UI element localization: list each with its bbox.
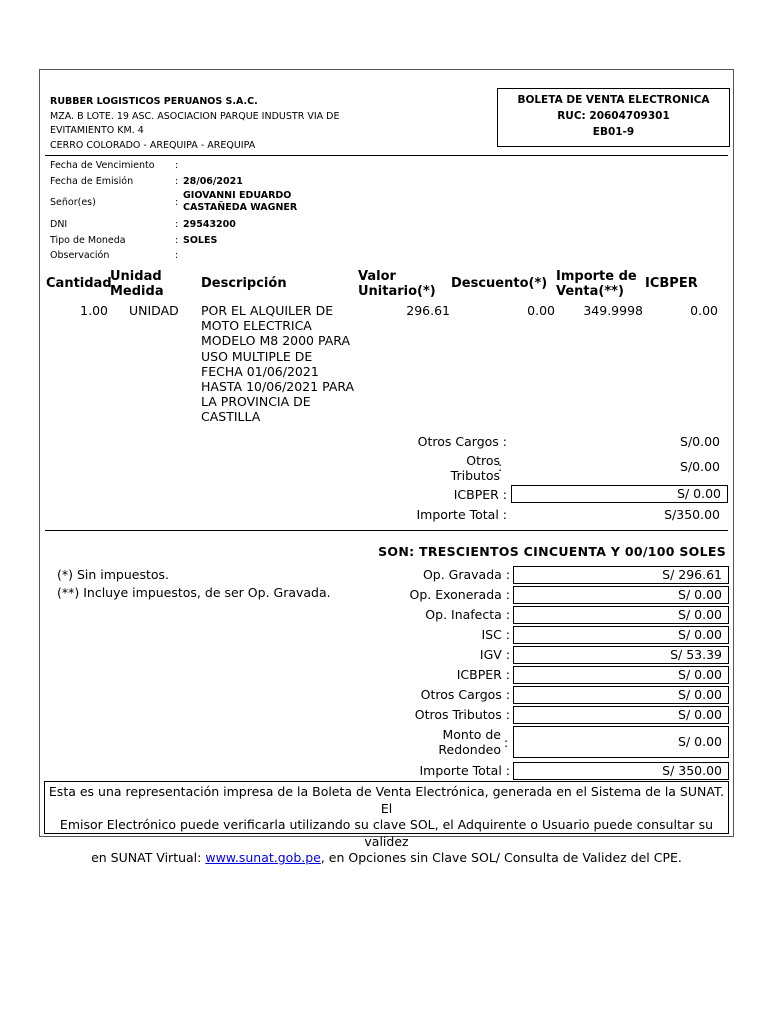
info-value-emision: 28/06/2021 bbox=[183, 176, 243, 187]
customer-name-line-1: GIOVANNI EDUARDO bbox=[183, 190, 292, 201]
otros-tributos-label-line-1: Otros bbox=[466, 453, 500, 468]
summary-label-otros-tributos: Otros Tributos : bbox=[414, 707, 510, 722]
col-header-cantidad: Cantidad bbox=[46, 276, 112, 291]
info-label-senores: Señor(es) bbox=[50, 197, 96, 208]
info-label-vencimiento: Fecha de Vencimiento bbox=[50, 160, 155, 171]
footnotes bbox=[57, 566, 331, 602]
item-importe: 349.9998 bbox=[583, 303, 643, 318]
col-header-valor-line-1: Valor bbox=[358, 269, 396, 284]
item-descuento: 0.00 bbox=[527, 303, 555, 318]
otros-cargos-label: Otros Cargos : bbox=[417, 434, 507, 449]
info-label-observacion: Observación bbox=[50, 250, 110, 261]
header-divider bbox=[45, 155, 728, 156]
info-colon: : bbox=[175, 235, 179, 246]
col-header-importe-line-2: Venta(**) bbox=[556, 284, 624, 299]
company-address-line-1: MZA. B LOTE. 19 ASC. ASOCIACION PARQUE INDUSTR VIA DE bbox=[50, 110, 340, 122]
info-colon: : bbox=[175, 219, 179, 230]
company-block bbox=[50, 95, 339, 153]
item-descripcion-line: FECHA 01/06/2021 bbox=[201, 363, 319, 379]
info-value-moneda: SOLES bbox=[183, 235, 218, 246]
summary-value-otros-tributos: S/ 0.00 bbox=[513, 706, 729, 724]
info-label-dni: DNI bbox=[50, 219, 68, 230]
otros-tributos-colon: : bbox=[498, 459, 503, 474]
disclaimer-line-3-suffix: , en Opciones sin Clave SOL/ Consulta de Validez del CPE. bbox=[320, 850, 682, 865]
summary-value-icbper: S/ 0.00 bbox=[513, 666, 729, 684]
boleta-document bbox=[39, 69, 734, 865]
info-colon: : bbox=[175, 250, 179, 261]
icbper-label: ICBPER : bbox=[453, 487, 507, 502]
col-header-descripcion: Descripción bbox=[201, 276, 287, 291]
item-valor-unitario: 296.61 bbox=[406, 303, 450, 318]
disclaimer-line-1: Esta es una representación impresa de la Boleta de Venta Electrónica, generada en el Sistema de la SUNAT. El bbox=[48, 784, 725, 816]
summary-label-redondeo-line-1: Monto de bbox=[442, 727, 501, 742]
otros-tributos-label-line-2: Tributos bbox=[450, 468, 500, 483]
item-descripcion-line: USO MULTIPLE DE bbox=[201, 348, 313, 364]
item-descripcion-line: MOTO ELECTRICA bbox=[201, 318, 312, 334]
company-name: RUBBER LOGISTICOS PERUANOS S.A.C. bbox=[50, 96, 258, 107]
summary-label-redondeo bbox=[420, 727, 501, 757]
info-value-senores bbox=[183, 190, 297, 214]
item-descripcion-line: MODELO M8 2000 PARA bbox=[201, 333, 350, 349]
col-header-valor-line-2: Unitario(*) bbox=[358, 284, 436, 299]
customer-name-line-2: CASTAÑEDA WAGNER bbox=[183, 202, 298, 213]
col-header-valor-unitario bbox=[358, 269, 436, 299]
col-header-icbper: ICBPER bbox=[645, 276, 698, 291]
summary-label-op-inafecta: Op. Inafecta : bbox=[425, 607, 510, 622]
item-cantidad: 1.00 bbox=[80, 303, 108, 318]
disclaimer-line-3 bbox=[45, 850, 728, 867]
item-icbper: 0.00 bbox=[690, 303, 718, 318]
info-colon: : bbox=[175, 197, 179, 208]
document-ruc: RUC: 20604709301 bbox=[557, 110, 670, 122]
summary-label-op-exonerada: Op. Exonerada : bbox=[409, 587, 510, 602]
disclaimer-line-2: Emisor Electrónico puede verificarla utilizando su clave SOL, el Adquirente o Usuario puede consultar su validez bbox=[59, 817, 714, 849]
summary-label-otros-cargos: Otros Cargos : bbox=[420, 687, 510, 702]
item-descripcion-line: CASTILLA bbox=[201, 409, 261, 425]
summary-redondeo-colon: : bbox=[504, 735, 509, 750]
item-descripcion-line: POR EL ALQUILER DE bbox=[201, 303, 334, 318]
otros-cargos-value: S/0.00 bbox=[680, 434, 720, 449]
col-header-unidad bbox=[110, 269, 164, 299]
icbper-value-box: S/ 0.00 bbox=[511, 485, 728, 503]
summary-label-icbper: ICBPER : bbox=[456, 667, 510, 682]
summary-value-op-inafecta: S/ 0.00 bbox=[513, 606, 729, 624]
col-header-unidad-line-2: Medida bbox=[110, 284, 164, 299]
info-colon: : bbox=[175, 176, 179, 187]
summary-label-op-gravada: Op. Gravada : bbox=[422, 567, 510, 582]
info-label-moneda: Tipo de Moneda bbox=[50, 235, 126, 246]
summary-value-op-gravada: S/ 296.61 bbox=[513, 566, 729, 584]
summary-value-redondeo: S/ 0.00 bbox=[513, 726, 729, 758]
amount-in-words: SON: TRESCIENTOS CINCUENTA Y 00/100 SOLES bbox=[378, 544, 726, 559]
col-header-importe bbox=[556, 269, 637, 299]
importe-total-value: S/350.00 bbox=[664, 507, 720, 522]
document-number: EB01-9 bbox=[592, 126, 635, 138]
summary-label-igv: IGV : bbox=[479, 647, 510, 662]
summary-label-redondeo-line-2: Redondeo bbox=[438, 742, 501, 757]
info-colon: : bbox=[175, 160, 179, 171]
importe-total-label: Importe Total : bbox=[416, 507, 507, 522]
item-unidad: UNIDAD bbox=[129, 303, 179, 318]
summary-value-importe-total: S/ 350.00 bbox=[513, 762, 729, 780]
legal-disclaimer bbox=[44, 781, 729, 865]
summary-value-op-exonerada: S/ 0.00 bbox=[513, 586, 729, 604]
item-descripcion bbox=[201, 303, 354, 425]
summary-value-igv: S/ 53.39 bbox=[513, 646, 729, 664]
company-address-line-3: CERRO COLORADO - AREQUIPA - AREQUIPA bbox=[50, 139, 256, 151]
info-value-dni: 29543200 bbox=[183, 219, 236, 230]
company-address-line-2: EVITAMIENTO KM. 4 bbox=[50, 125, 144, 136]
footnote-sin-impuestos: (*) Sin impuestos. bbox=[57, 567, 170, 582]
sunat-link[interactable]: www.sunat.gob.pe bbox=[205, 850, 321, 865]
col-header-importe-line-1: Importe de bbox=[556, 269, 637, 284]
document-type: BOLETA DE VENTA ELECTRONICA bbox=[517, 94, 710, 106]
summary-value-otros-cargos: S/ 0.00 bbox=[513, 686, 729, 704]
info-label-emision: Fecha de Emisión bbox=[50, 176, 134, 187]
summary-value-isc: S/ 0.00 bbox=[513, 626, 729, 644]
summary-label-isc: ISC : bbox=[481, 627, 510, 642]
footnote-incluye-impuestos: (**) Incluye impuestos, de ser Op. Gravada. bbox=[57, 585, 331, 600]
item-descripcion-line: HASTA 10/06/2021 PARA bbox=[201, 379, 355, 395]
disclaimer-line-3-prefix: en SUNAT Virtual: bbox=[91, 850, 206, 865]
col-header-descuento: Descuento(*) bbox=[451, 276, 548, 291]
totals-divider bbox=[45, 530, 728, 531]
otros-tributos-label bbox=[420, 453, 503, 483]
summary-label-importe-total: Importe Total : bbox=[419, 763, 510, 778]
otros-tributos-value: S/0.00 bbox=[680, 459, 720, 474]
document-id-box bbox=[497, 88, 730, 147]
item-descripcion-line: LA PROVINCIA DE bbox=[201, 394, 311, 410]
col-header-unidad-line-1: Unidad bbox=[110, 269, 162, 284]
